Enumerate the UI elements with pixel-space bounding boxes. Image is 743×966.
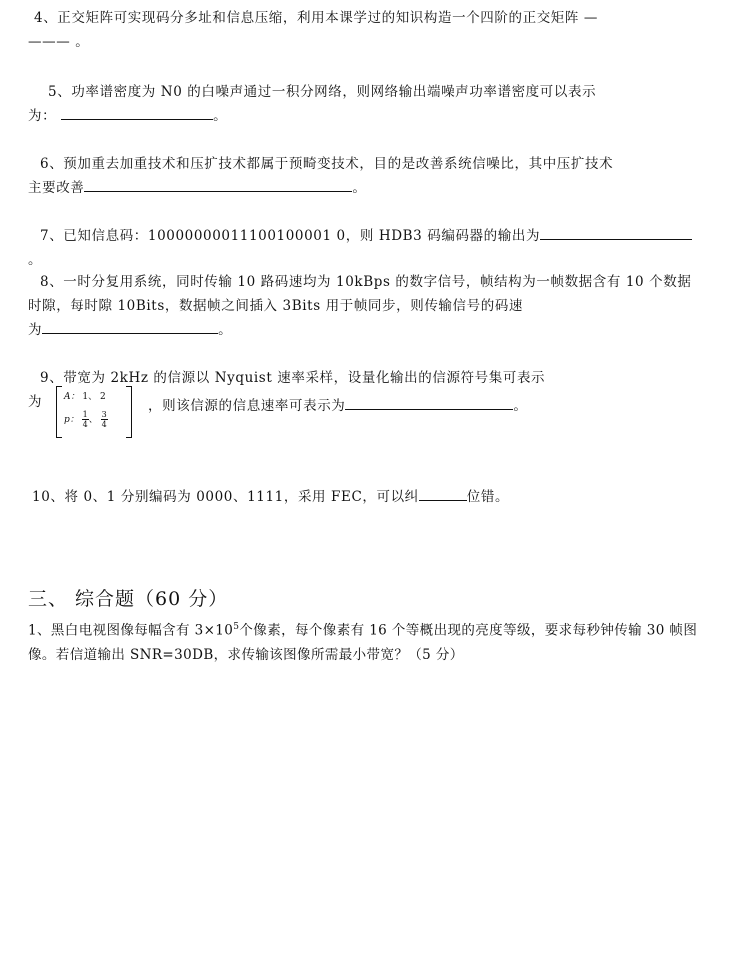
answer-blank-7[interactable] bbox=[540, 224, 692, 240]
question-7-text: 7、已知信息码：10000000011100100001 0，则 HDB3 码编码器的输出为 bbox=[40, 228, 541, 244]
question-9-tail-text: ，则该信源的信息速率可表示为 bbox=[148, 398, 346, 414]
problem-1 bbox=[28, 615, 704, 667]
question-4-tail: ——— 。 bbox=[28, 34, 90, 50]
question-5 bbox=[28, 80, 704, 128]
question-6-end: 。 bbox=[352, 180, 367, 196]
question-10-end: 位错。 bbox=[466, 489, 510, 505]
matrix-row1-values: 1、 2 bbox=[82, 392, 106, 402]
fraction-1: $\frac{1}{4}$ bbox=[82, 410, 88, 429]
matrix-row-probabilities bbox=[64, 410, 108, 429]
matrix-row-symbols bbox=[64, 389, 106, 402]
question-9-text: 9、带宽为 2kHz 的信源以 Nyquist 速率采样，设量化输出的信源符号集可表示 bbox=[40, 370, 546, 386]
section-3-heading: 三、 综合题（60 分） bbox=[28, 588, 229, 610]
symbol-matrix bbox=[56, 386, 132, 436]
fraction-2: $\frac{3}{4}$ bbox=[101, 410, 107, 429]
question-10-text: 10、将 0、1 分别编码为 0000、1111，采用 FEC，可以纠 bbox=[32, 489, 419, 505]
question-9-tail bbox=[148, 394, 528, 414]
left-bracket bbox=[56, 386, 62, 438]
question-10 bbox=[28, 485, 704, 509]
matrix-row2-label: p： bbox=[64, 415, 79, 425]
answer-blank-6[interactable] bbox=[84, 176, 352, 192]
question-8 bbox=[28, 270, 704, 342]
problem-1-text-a: 1、黑白电视图像每幅含有 3×10 bbox=[28, 622, 234, 639]
answer-blank-5[interactable] bbox=[61, 104, 213, 120]
problem-1-exponent: 5 bbox=[233, 622, 240, 632]
question-8-text: 8、一时分复用系统，同时传输 10 路码速均为 10kBps 的数字信号，帧结构为一帧数据含有 10 个数据时隙，每时隙 10Bits，数据帧之间插入 3Bits 用于帧同步，则传输信号的码速 bbox=[28, 274, 692, 314]
question-4 bbox=[28, 6, 704, 54]
matrix-separator: 、 bbox=[88, 415, 98, 425]
question-6-text: 6、预加重去加重技术和压扩技术都属于预畸变技术，目的是改善系统信噪比，其中压扩技术 bbox=[40, 156, 614, 172]
question-6 bbox=[28, 152, 704, 200]
question-8-end: 。 bbox=[218, 322, 233, 338]
right-bracket bbox=[126, 386, 132, 438]
question-7 bbox=[28, 224, 704, 272]
answer-blank-8[interactable] bbox=[42, 318, 218, 334]
question-5-prefix: 为： bbox=[28, 108, 57, 124]
question-7-end: 。 bbox=[28, 252, 43, 268]
question-4-text: 4、正交矩阵可实现码分多址和信息压缩，利用本课学过的知识构造一个四阶的正交矩阵 — bbox=[34, 10, 598, 26]
question-5-text: 5、功率谱密度为 N0 的白噪声通过一积分网络，则网络输出端噪声功率谱密度可以表示 bbox=[48, 84, 597, 100]
answer-blank-9[interactable] bbox=[345, 394, 513, 410]
matrix-row1-label: A： bbox=[64, 392, 80, 402]
question-6-prefix: 主要改善 bbox=[28, 180, 85, 196]
question-5-end: 。 bbox=[213, 108, 228, 124]
question-8-prefix: 为 bbox=[28, 322, 43, 338]
answer-blank-10[interactable] bbox=[419, 485, 467, 501]
question-9-end: 。 bbox=[513, 398, 528, 414]
question-9-prefix: 为 bbox=[28, 394, 43, 410]
problem-1-text-b: 个像素，每个像素有 16 个等概出现的亮度等级，要求每秒钟传输 30 帧图像。若信道输出 SNR=30DB，求传输该图像所需最小带宽？（5 分） bbox=[28, 622, 698, 663]
